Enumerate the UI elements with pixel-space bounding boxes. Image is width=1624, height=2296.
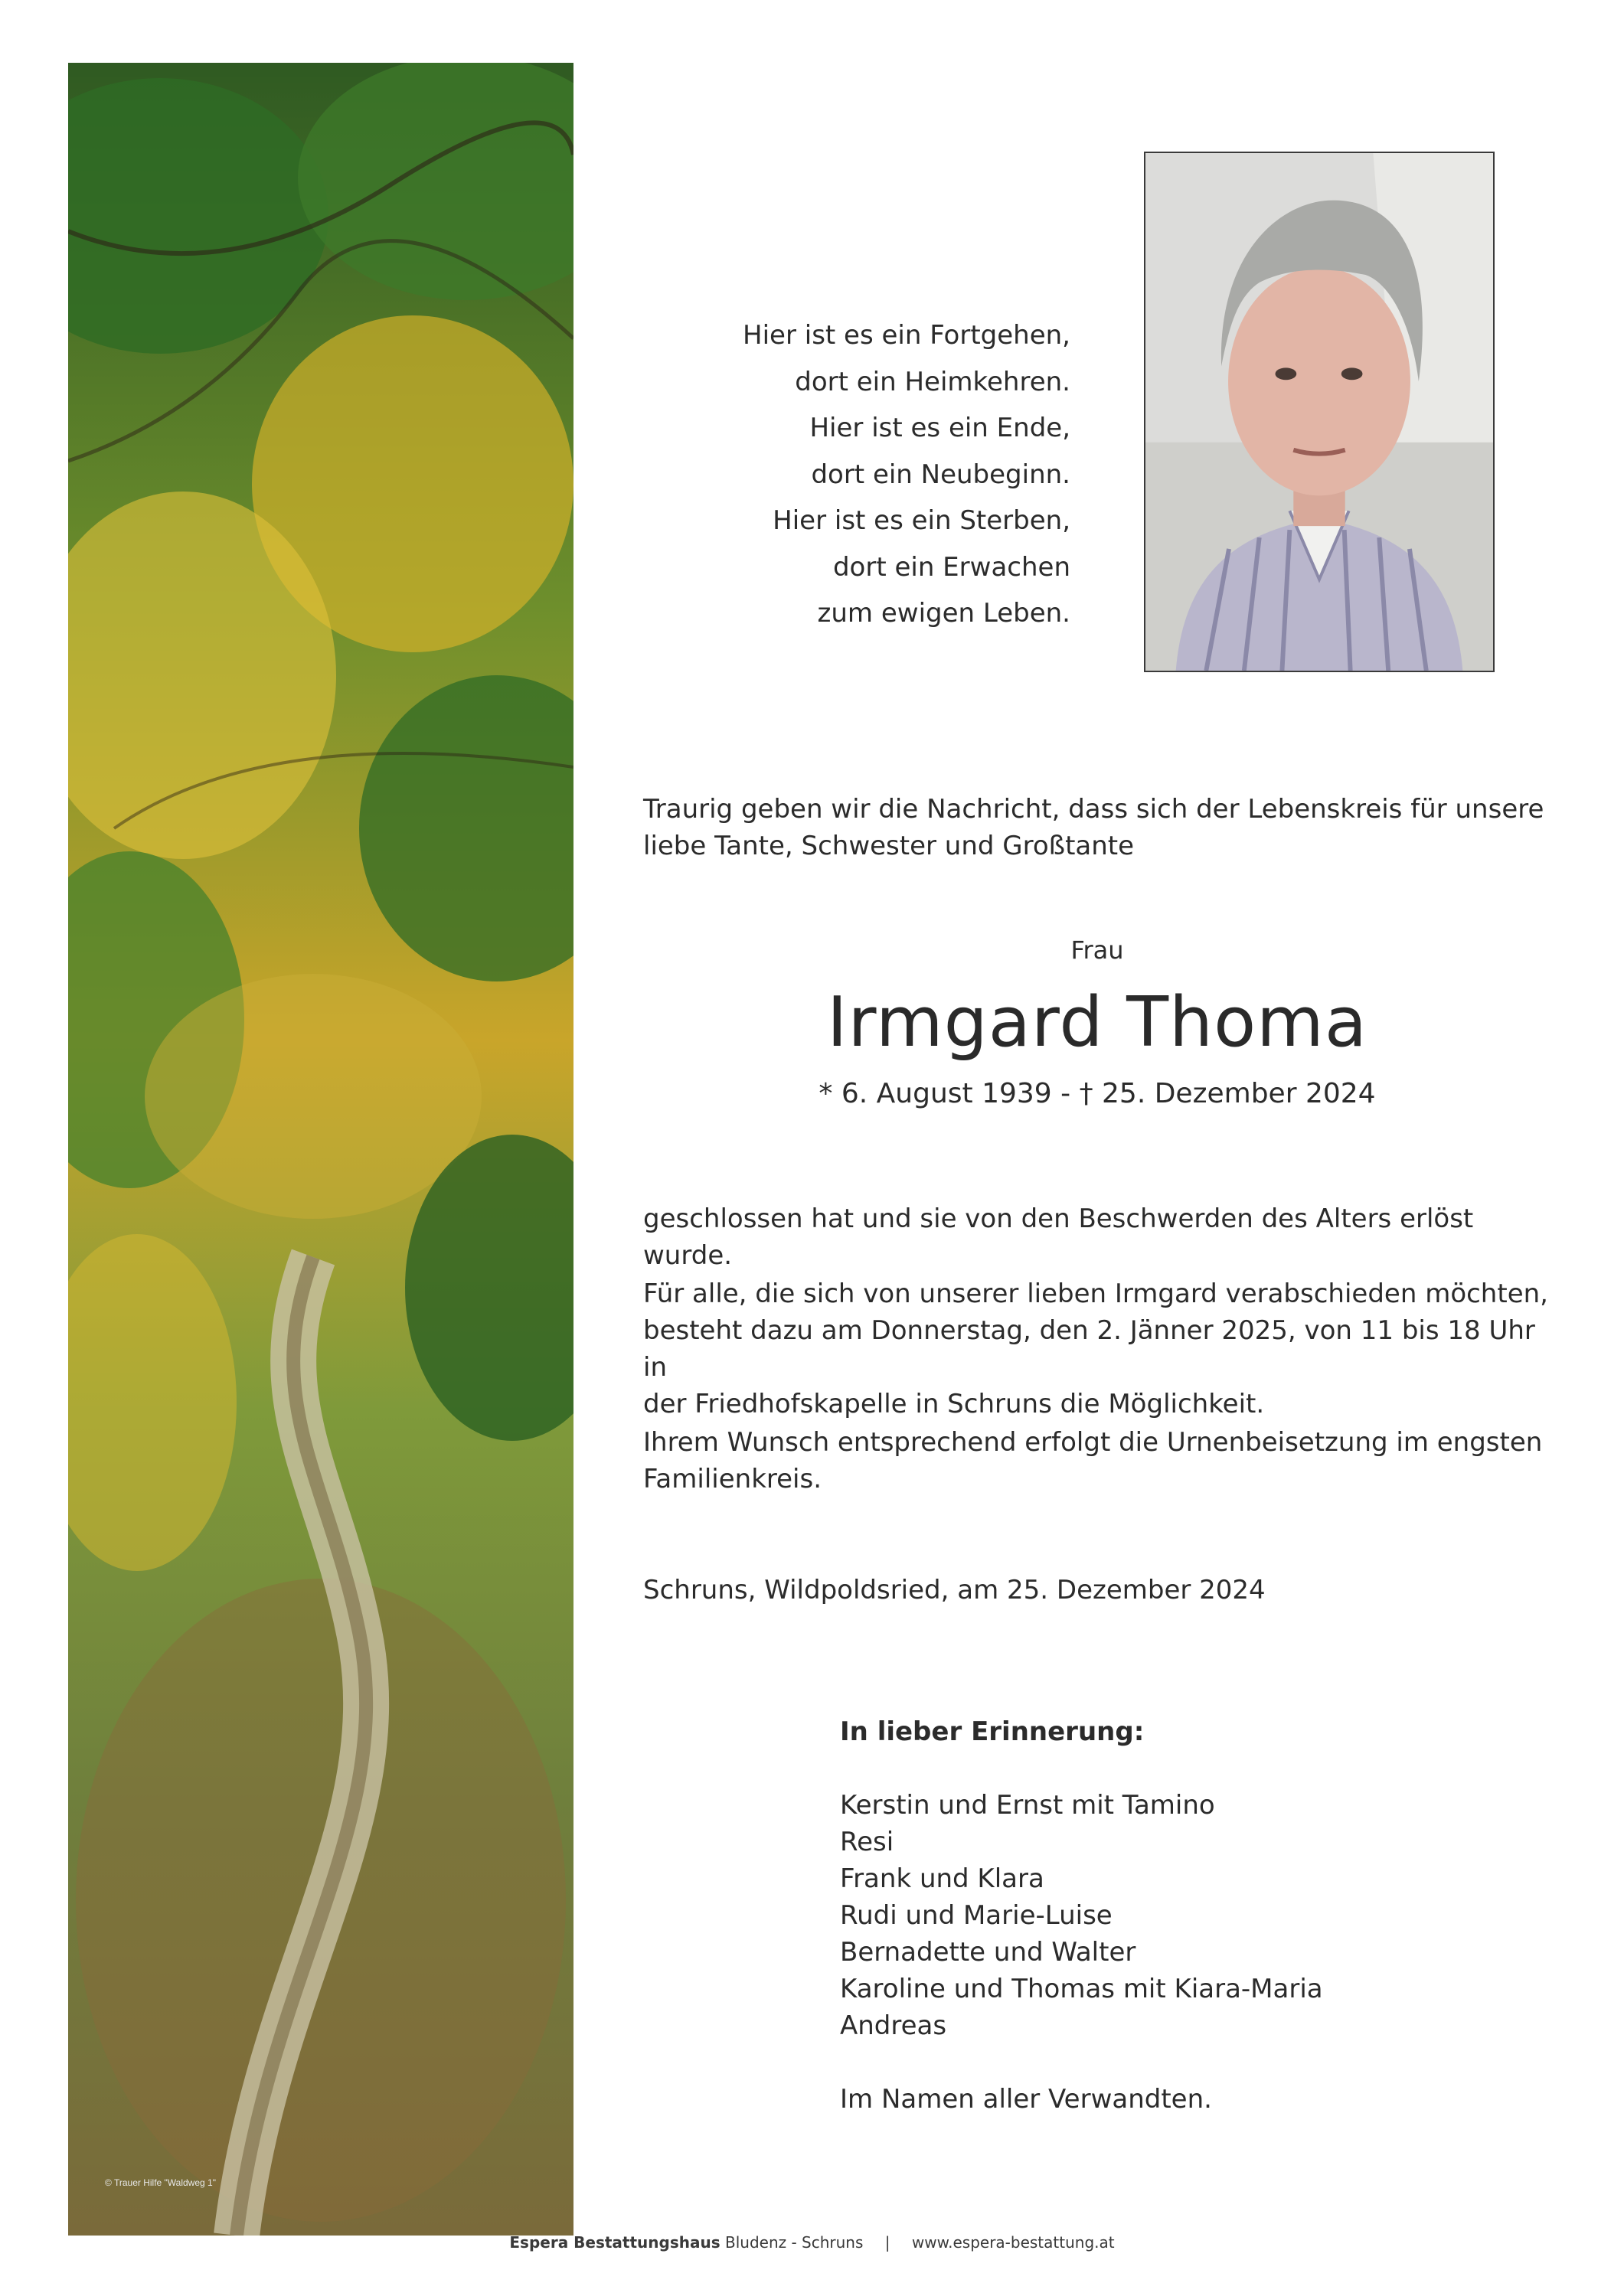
closing-section bbox=[840, 1713, 1452, 2118]
farewell-line: der Friedhofskapelle in Schruns die Möglichkeit. bbox=[643, 1389, 1265, 1419]
burial-line: Ihrem Wunsch entsprechend erfolgt die Urnenbeisetzung im engsten bbox=[643, 1427, 1543, 1458]
continuation-text bbox=[643, 1200, 1562, 1274]
deceased-name: Irmgard Thoma bbox=[827, 982, 1367, 1063]
portrait-photo bbox=[1144, 152, 1495, 672]
footer-website[interactable]: www.espera-bestattung.at bbox=[911, 2233, 1115, 2252]
intro-line: liebe Tante, Schwester und Großtante bbox=[643, 831, 1135, 861]
place-date-line: Schruns, Wildpoldsried, am 25. Dezember 2024 bbox=[643, 1575, 1266, 1605]
farewell-line: besteht dazu am Donnerstag, den 2. Jänner 2025, von 11 bis 18 Uhr in bbox=[643, 1315, 1535, 1383]
mourners-list bbox=[840, 1787, 1452, 2044]
footer bbox=[0, 2233, 1624, 2252]
poem-line: Hier ist es ein Sterben, bbox=[773, 505, 1070, 536]
poem bbox=[613, 312, 1070, 637]
closing-heading: In lieber Erinnerung: bbox=[840, 1716, 1145, 1747]
poem-line: zum ewigen Leben. bbox=[817, 598, 1070, 629]
image-credit: © Trauer Hilfe "Waldweg 1" bbox=[105, 2177, 216, 2188]
mourner-entry: Kerstin und Ernst mit Tamino bbox=[840, 1790, 1215, 1821]
mourner-entry: Resi bbox=[840, 1827, 894, 1857]
burial-line: Familienkreis. bbox=[643, 1464, 822, 1494]
intro-line: Traurig geben wir die Nachricht, dass sich der Lebenskreis für unsere bbox=[643, 794, 1544, 825]
title-prefix: Frau bbox=[1070, 936, 1124, 965]
poem-line: dort ein Neubeginn. bbox=[811, 459, 1070, 490]
mourner-entry: Rudi und Marie-Luise bbox=[840, 1900, 1113, 1931]
signoff: Im Namen aller Verwandten. bbox=[840, 2084, 1212, 2115]
farewell-line: Für alle, die sich von unserer lieben Irmgard verabschieden möchten, bbox=[643, 1279, 1548, 1309]
poem-line: Hier ist es ein Ende, bbox=[809, 413, 1070, 443]
burial-paragraph bbox=[643, 1424, 1562, 1497]
life-dates: * 6. August 1939 - † 25. Dezember 2024 bbox=[819, 1078, 1376, 1109]
announcement-intro bbox=[643, 791, 1547, 864]
footer-separator: | bbox=[884, 2233, 890, 2252]
forest-path-image bbox=[68, 63, 573, 2236]
place-date bbox=[643, 1572, 1562, 1609]
continuation-line: geschlossen hat und sie von den Beschwerden des Alters erlöst wurde. bbox=[643, 1204, 1474, 1271]
mourner-entry: Andreas bbox=[840, 2010, 947, 2041]
poem-line: dort ein Heimkehren. bbox=[795, 366, 1070, 397]
farewell-paragraph bbox=[643, 1275, 1562, 1422]
poem-line: dort ein Erwachen bbox=[832, 551, 1070, 583]
mourner-entry: Frank und Klara bbox=[840, 1863, 1044, 1894]
mourner-entry: Bernadette und Walter bbox=[840, 1937, 1136, 1968]
poem-line: Hier ist es ein Fortgehen, bbox=[743, 320, 1070, 351]
footer-company: Espera Bestattungshaus bbox=[509, 2233, 721, 2252]
footer-locations: Bludenz - Schruns bbox=[724, 2233, 864, 2252]
mourner-entry: Karoline und Thomas mit Kiara-Maria bbox=[840, 1974, 1323, 2004]
